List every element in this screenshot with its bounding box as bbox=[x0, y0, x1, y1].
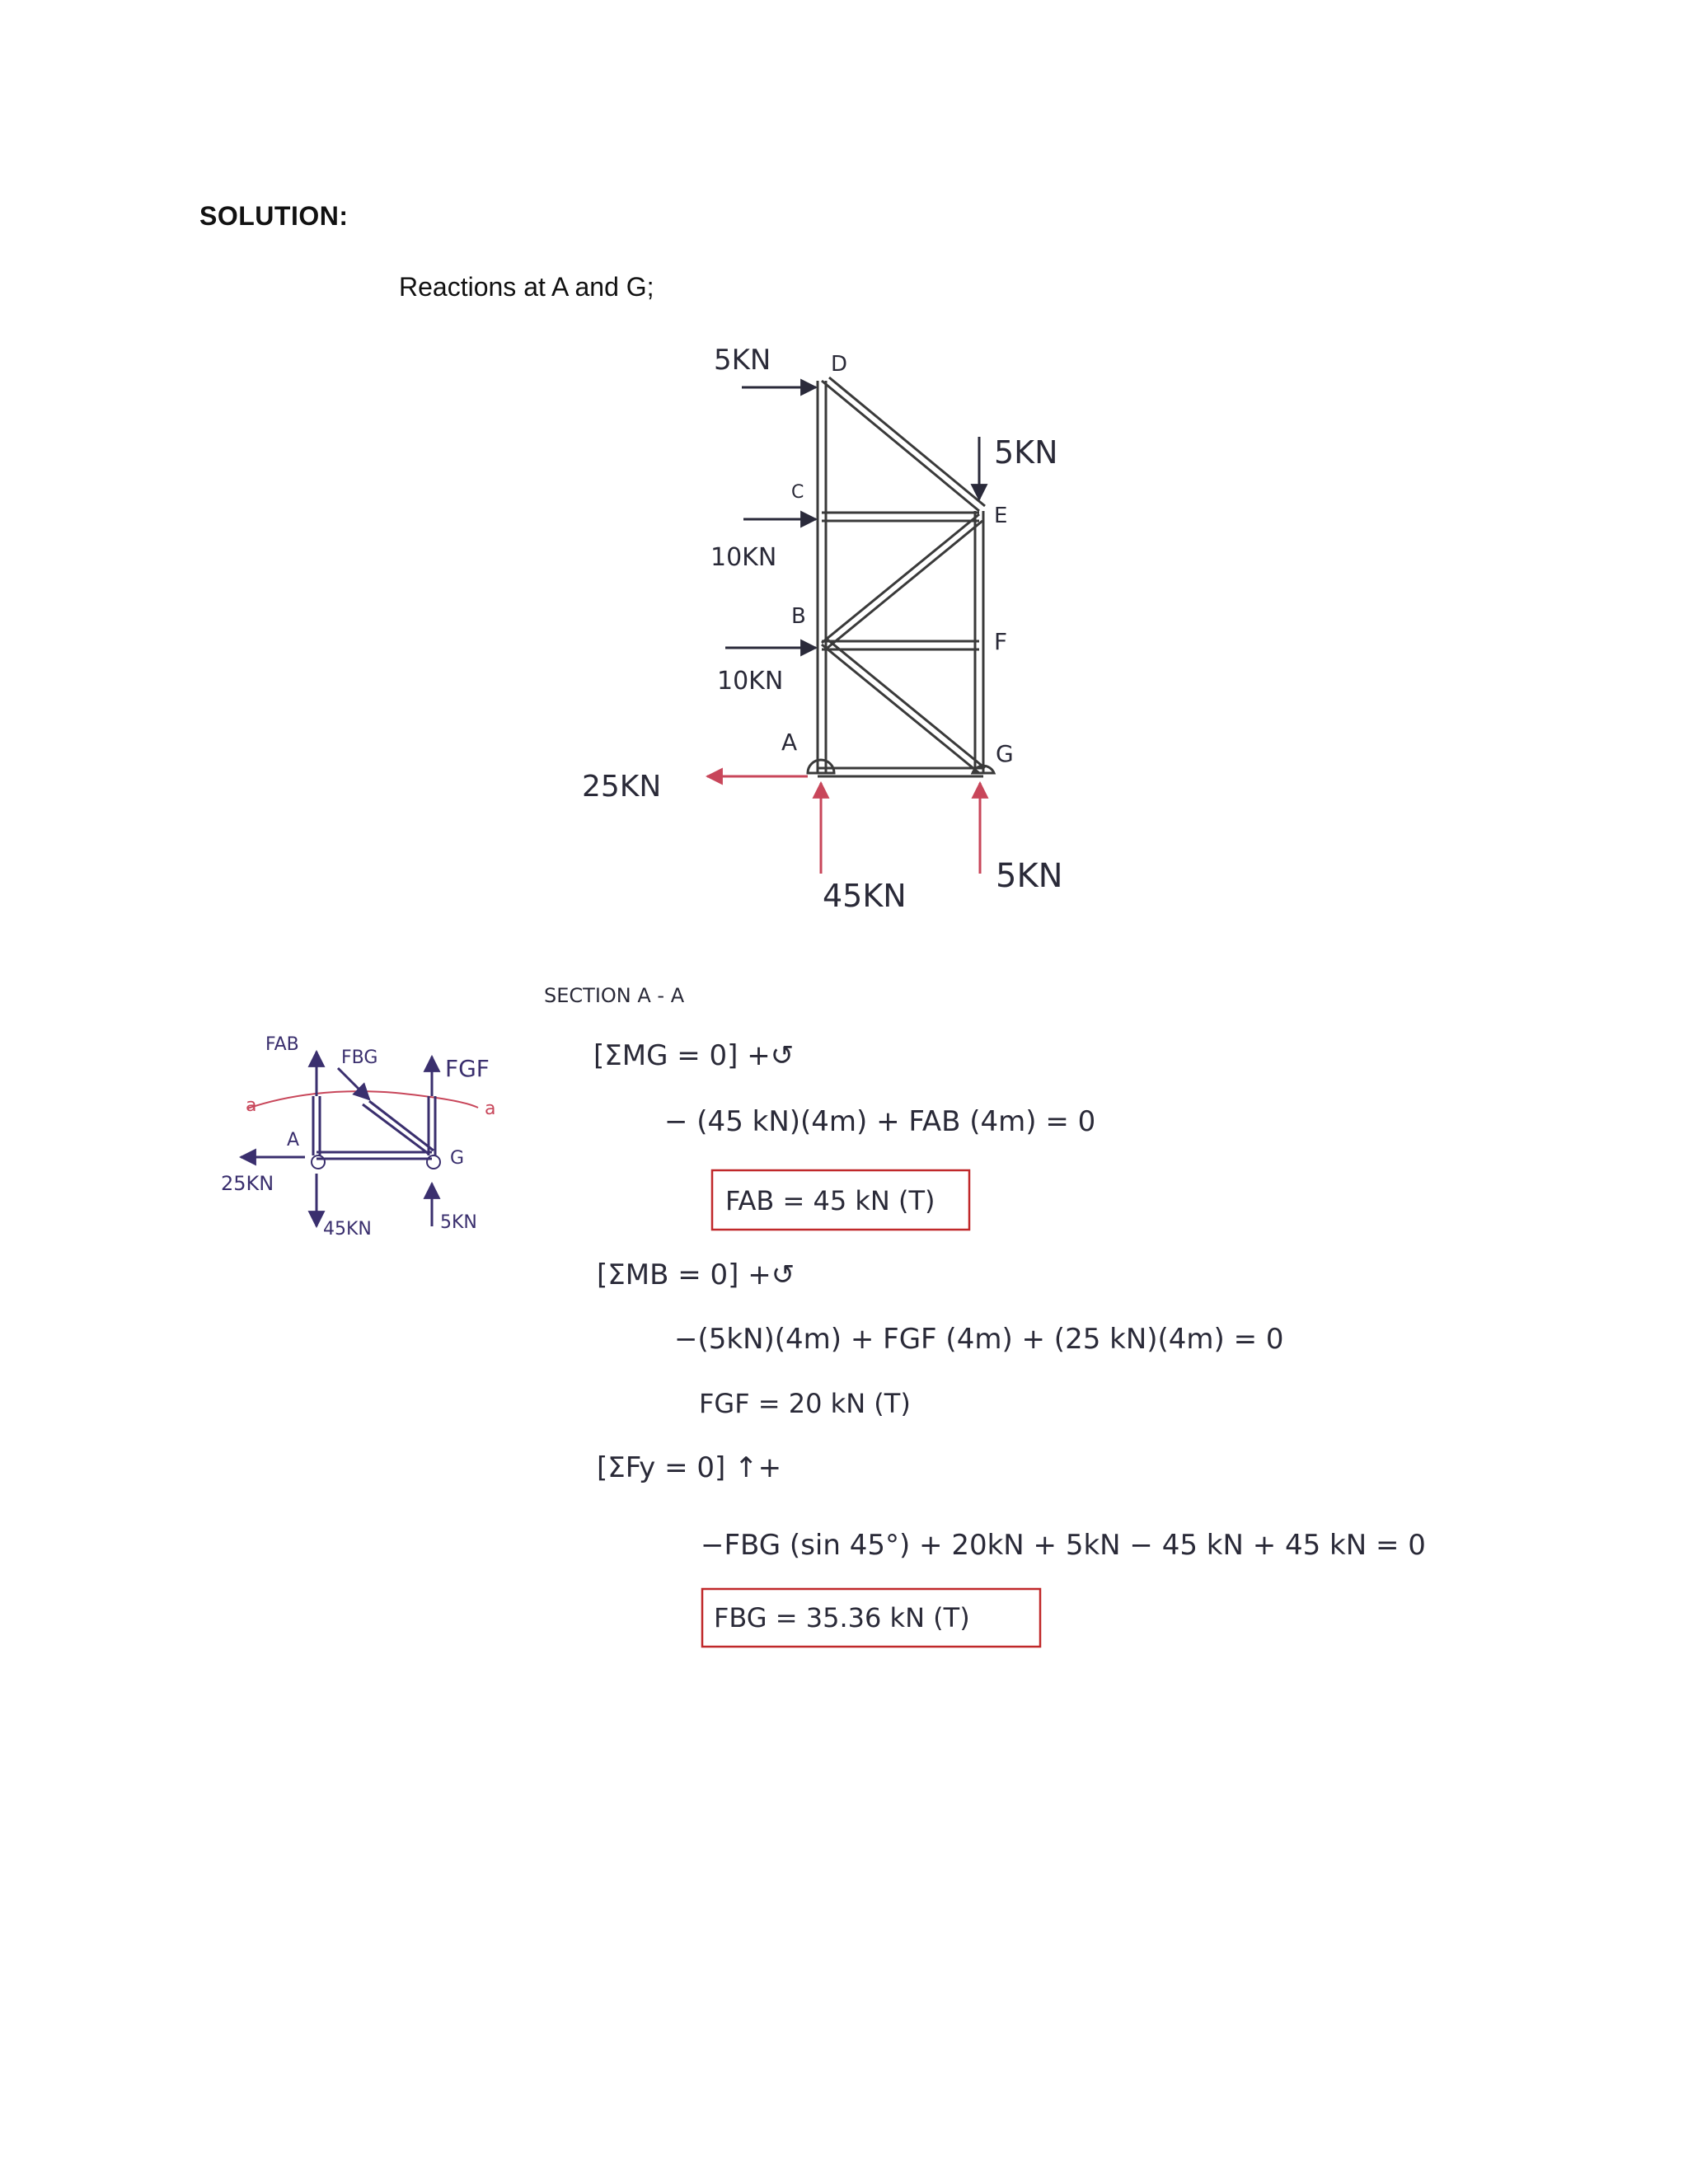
cut-label-left: a bbox=[246, 1095, 257, 1116]
node-label-f: F bbox=[994, 628, 1008, 655]
section-title: SECTION A - A bbox=[544, 984, 685, 1007]
load-label-d: 5KN bbox=[714, 344, 771, 377]
load-label-e: 5KN bbox=[994, 434, 1058, 471]
node-label-a-sketch: A bbox=[287, 1130, 300, 1151]
force-label-fab: FAB bbox=[265, 1034, 299, 1055]
node-label-d: D bbox=[831, 352, 848, 377]
force-label-fbg: FBG bbox=[341, 1047, 378, 1068]
step-2-equation: [ΣMB = 0] +↺ bbox=[597, 1258, 795, 1291]
step-3-result: FBG = 35.36 kN (T) bbox=[714, 1602, 970, 1633]
load-label-b: 10KN bbox=[717, 667, 784, 696]
load-label-g: 5KN bbox=[440, 1212, 477, 1233]
node-label-g-sketch: G bbox=[450, 1148, 465, 1169]
step-3-equation: [ΣFy = 0] ↑+ bbox=[597, 1451, 782, 1484]
reaction-label-g-vertical: 5KN bbox=[996, 857, 1063, 895]
cut-label-right: a bbox=[485, 1099, 496, 1119]
node-label-b: B bbox=[791, 604, 806, 629]
reaction-label-a-horizontal: 25KN bbox=[582, 770, 662, 804]
step-3-working: −FBG (sin 45°) + 20kN + 5kN − 45 kN + 45 kN = 0 bbox=[701, 1529, 1426, 1562]
load-label-horizontal: 25KN bbox=[221, 1172, 274, 1195]
force-label-fgf: FGF bbox=[445, 1055, 490, 1082]
step-1-working: − (45 kN)(4m) + FAB (4m) = 0 bbox=[664, 1105, 1096, 1138]
node-label-a: A bbox=[781, 729, 798, 756]
node-label-e: E bbox=[994, 504, 1008, 528]
reactions-subheading: Reactions at A and G; bbox=[399, 272, 654, 302]
step-1-result: FAB = 45 kN (T) bbox=[725, 1185, 935, 1216]
step-2-working: −(5kN)(4m) + FGF (4m) + (25 kN)(4m) = 0 bbox=[674, 1323, 1284, 1356]
solution-heading: SOLUTION: bbox=[199, 201, 349, 231]
reaction-label-a-vertical: 45KN bbox=[823, 878, 907, 914]
step-2-result: FGF = 20 kN (T) bbox=[699, 1388, 911, 1419]
load-label-c: 10KN bbox=[710, 543, 777, 572]
node-label-c: C bbox=[791, 482, 804, 503]
step-1-equation: [ΣMG = 0] +↺ bbox=[593, 1039, 795, 1072]
load-label-a: 45KN bbox=[323, 1219, 372, 1240]
node-label-g: G bbox=[996, 740, 1014, 767]
